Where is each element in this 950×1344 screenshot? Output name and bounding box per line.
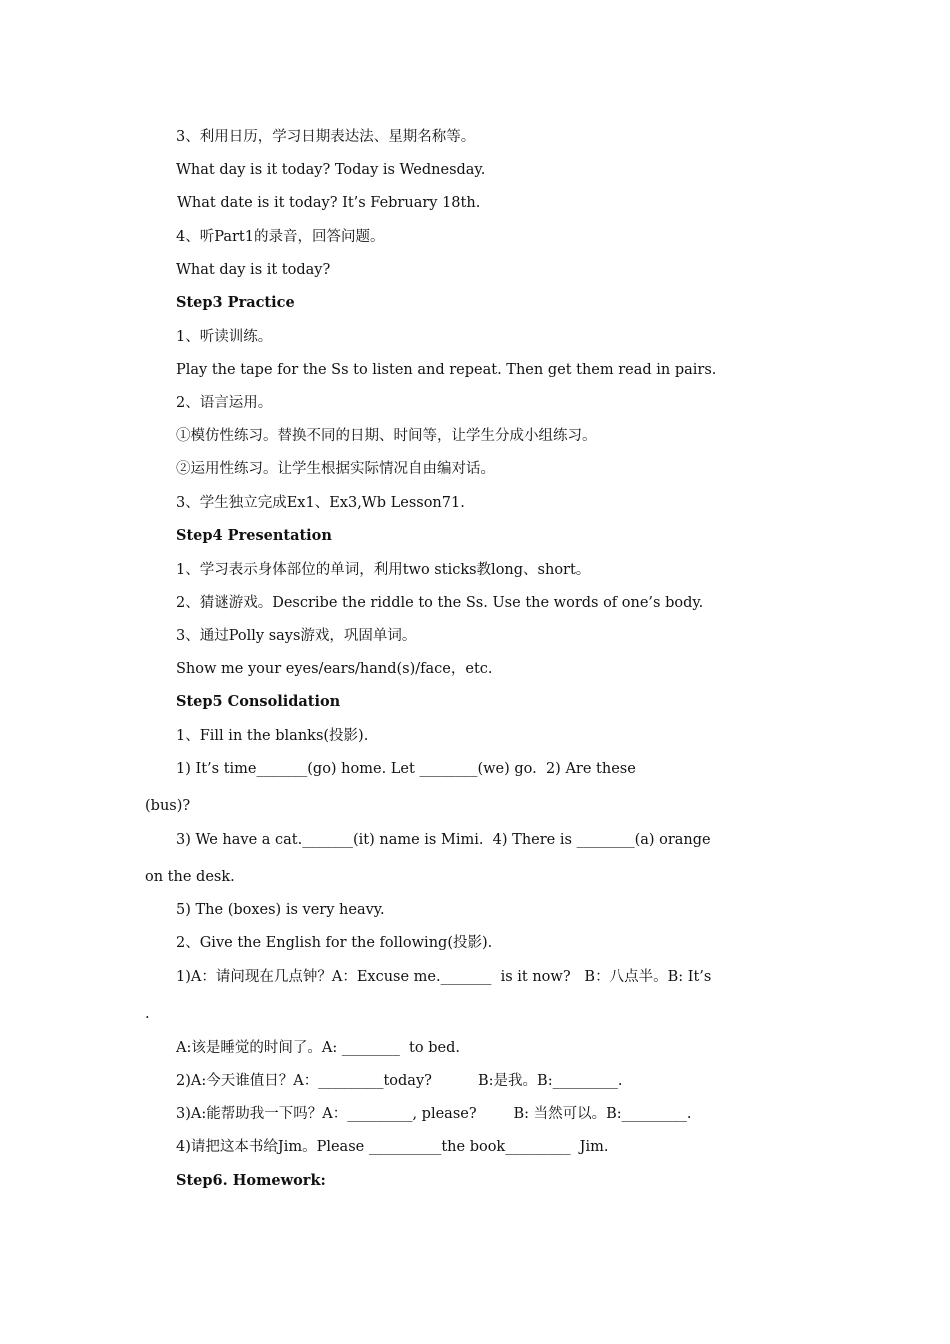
- text-line: Show me your eyes/ears/hand(s)/face，etc.: [176, 661, 493, 677]
- exercise-line: 1)A：请问现在几点钟？A：Excuse me._______ is it now? B：八点半。B: It’s: [176, 969, 712, 985]
- text-line: 2、Give the English for the following(投影).: [176, 935, 493, 951]
- text-line: 1、Fill in the blanks(投影).: [176, 728, 369, 744]
- section-heading: Step6. Homework:: [176, 1172, 326, 1189]
- text-line: What day is it today?: [176, 262, 331, 278]
- text-line: 2、语言运用。: [176, 395, 273, 411]
- text-line: Play the tape for the Ss to listen and repeat. Then get them read in pairs.: [176, 362, 717, 378]
- exercise-line: 3) We have a cat._______(it) name is Mimi. 4) There is ________(a) orange: [176, 832, 711, 848]
- text-line: 1、学习表示身体部位的单词，利用two sticks教long、short。: [176, 562, 591, 578]
- text-line: 3、利用日历，学习日期表达法、星期名称等。: [176, 129, 476, 145]
- exercise-line: A:该是睡觉的时间了。A: ________ to bed.: [176, 1040, 460, 1056]
- text-line: 1、听读训练。: [176, 329, 273, 345]
- exercise-line: on the desk.: [145, 869, 235, 885]
- section-heading: Step3 Practice: [176, 294, 295, 311]
- exercise-line: 1) It’s time_______(go) home. Let ________(we) go. 2) Are these: [176, 761, 636, 777]
- text-line: 3、学生独立完成Ex1、Ex3,Wb Lesson71.: [176, 495, 465, 511]
- text-line: ①模仿性练习。替换不同的日期、时间等，让学生分成小组练习。: [176, 428, 597, 444]
- text-line: ②运用性练习。让学生根据实际情况自由编对话。: [176, 461, 495, 477]
- exercise-line: 3)A:能帮助我一下吗？A：_________, please? B: 当然可以。B:_________.: [176, 1106, 692, 1122]
- exercise-line: 4)请把这本书给Jim。Please __________the book_________ Jim.: [176, 1139, 609, 1155]
- exercise-line: .: [145, 1006, 150, 1022]
- text-line: What day is it today? Today is Wednesday.: [176, 162, 486, 178]
- text-line: 3、通过Polly says游戏，巩固单词。: [176, 628, 417, 644]
- section-heading: Step5 Consolidation: [176, 693, 341, 710]
- exercise-line: (bus)?: [145, 798, 191, 814]
- exercise-line: 5) The (boxes) is very heavy.: [176, 902, 385, 918]
- text-line: 2、猜谜游戏。Describe the riddle to the Ss. Use the words of one’s body.: [176, 595, 704, 611]
- section-heading: Step4 Presentation: [176, 527, 332, 544]
- exercise-line: 2)A:今天谁值日？A：_________today? B:是我。B:_________.: [176, 1073, 623, 1089]
- text-line: What date is it today? It’s February 18th.: [177, 195, 481, 211]
- text-line: 4、听Part1的录音，回答问题。: [176, 229, 385, 245]
